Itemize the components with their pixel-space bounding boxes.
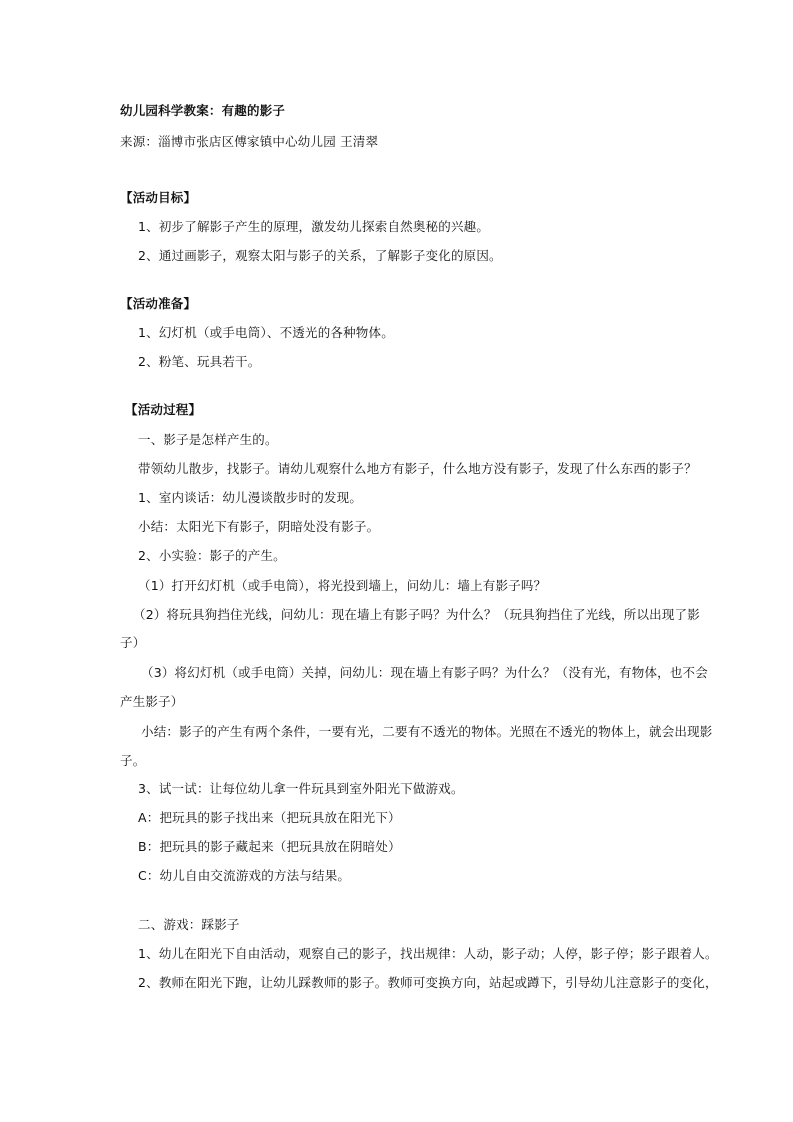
process-line: C：幼儿自由交流游戏的方法与结果。 [138,868,351,883]
prep-item-1: 1、幻灯机（或手电筒）、不透光的各种物体。 [138,325,394,340]
process-heading: 【活动过程】 [125,402,202,417]
doc-source: 来源：淄博市张店区傅家镇中心幼儿园 王清翠 [120,134,379,149]
game-line: 1、幼儿在阳光下自由活动，观察自己的影子，找出规律：人动，影子动；人停，影子停；影子跟着人。 [138,946,718,961]
game-heading: 二、游戏：踩影子 [138,917,240,932]
process-line: 小结：影子的产生有两个条件，一要有光，二要有不透光的物体。光照在不透光的物体上，就会出现影 [141,724,713,739]
process-line: （1）打开幻灯机（或手电筒），将光投到墙上，问幼儿：墙上有影子吗？ [138,578,547,593]
process-line: 带领幼儿散步，找影子。请幼儿观察什么地方有影子，什么地方没有影子，发现了什么东西的影子？ [138,461,697,476]
process-line: 子。 [120,753,146,768]
goals-item-1: 1、初步了解影子产生的原理，激发幼儿探索自然奥秘的兴趣。 [138,219,490,234]
goals-item-2: 2、通过画影子，观察太阳与影子的关系，了解影子变化的原因。 [138,248,502,263]
process-line: 2、小实验：影子的产生。 [138,548,286,563]
process-line: B：把玩具的影子藏起来（把玩具放在阴暗处） [138,839,401,854]
process-line: 小结：太阳光下有影子，阴暗处没有影子。 [138,519,380,534]
doc-title: 幼儿园科学教案：有趣的影子 [120,103,286,118]
process-line: 3、试一试：让每位幼儿拿一件玩具到室外阳光下做游戏。 [138,781,464,796]
game-line: 2、教师在阳光下跑，让幼儿踩教师的影子。教师可变换方向，站起或蹲下，引导幼儿注意影子的变化， [138,975,718,990]
prep-item-2: 2、粉笔、玩具若干。 [138,354,261,369]
process-line: A：把玩具的影子找出来（把玩具放在阳光下） [138,810,401,825]
process-line: 一、影子是怎样产生的。 [138,432,278,447]
process-line: 产生影子） [120,694,184,709]
prep-heading: 【活动准备】 [120,296,197,311]
goals-heading: 【活动目标】 [120,190,197,205]
process-line: 1、室内谈话：幼儿漫谈散步时的发现。 [138,490,363,505]
process-line: （3）将幻灯机（或手电筒）关掉，问幼儿：现在墙上有影子吗？为什么？（没有光，有物体，也不会 [141,665,708,680]
process-line: 子） [120,635,146,650]
process-line: （2）将玩具狗挡住光线，问幼儿：现在墙上有影子吗？为什么？（玩具狗挡住了光线，所以出现了影 [133,607,700,622]
